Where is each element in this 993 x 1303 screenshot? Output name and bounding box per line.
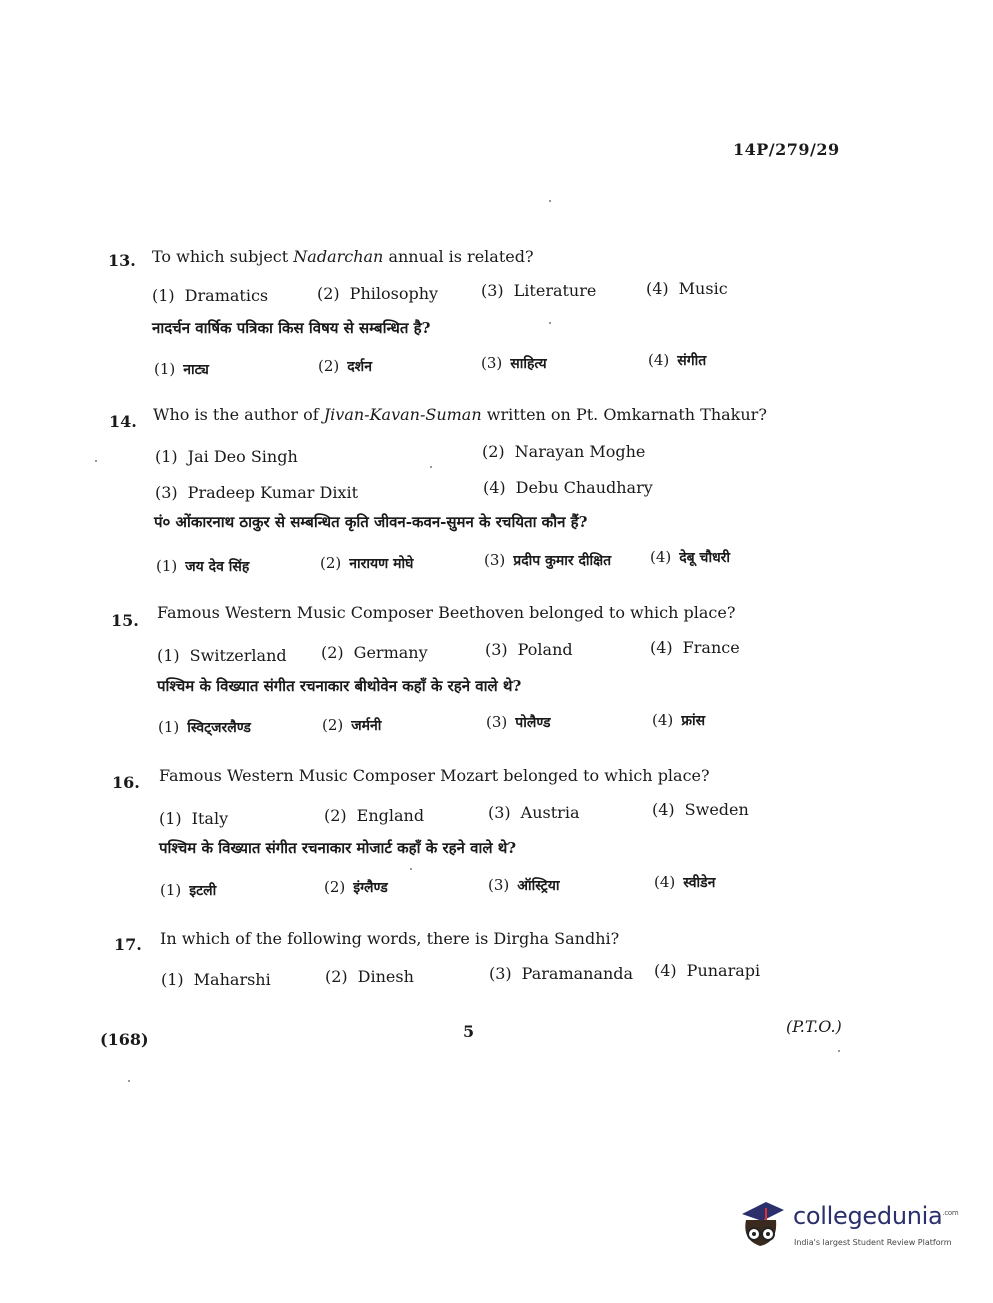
hindi-option-1: (1) स्विट्‌जरलैण्ड [158,718,251,736]
scan-speck [410,868,412,870]
mascot-icon [736,1196,788,1254]
scan-speck [95,460,97,462]
question-number: 17. [114,935,142,954]
brand-name: collegedunia$^{.com}$ [793,1202,959,1230]
question-text: Famous Western Music Composer Mozart belonged to which place? [159,766,710,785]
paper-code: 14P/279/29 [733,140,840,159]
hindi-question-text: पं० ओंकारनाथ ठाकुर से सम्बन्धित कृति जीवन-कवन-सुमन के रचयिता कौन हैं? [154,513,588,531]
question-number: 14. [109,412,137,431]
hindi-question-text: नादर्चन वार्षिक पत्रिका किस विषय से सम्बन्धित है? [152,319,431,337]
option-1: (1) Jai Deo Singh [155,447,298,466]
option-3: (3) Poland [485,640,573,659]
option-2: (2) Philosophy [317,284,439,303]
option-2: (2) Narayan Moghe [482,442,646,461]
option-1: (1) Maharshi [161,970,271,989]
option-2: (2) Dinesh [325,967,414,986]
scan-speck [838,1050,840,1052]
pto-label: (P.T.O.) [786,1017,842,1036]
hindi-option-4: (4) फ्रांस [652,711,706,729]
hindi-option-4: (4) स्वीडेन [654,873,716,891]
scan-speck [549,322,551,324]
question-number: 13. [108,251,136,270]
question-text: In which of the following words, there is Dirgha Sandhi? [160,929,620,948]
question-number: 16. [112,773,140,792]
question-number: 15. [111,611,139,630]
hindi-option-3: (3) साहित्य [481,354,547,372]
hindi-option-4: (4) संगीत [648,351,707,369]
hindi-option-4: (4) देबू चौधरी [650,548,731,566]
booklet-code: (168) [100,1030,149,1049]
hindi-question-text: पश्चिम के विख्यात संगीत रचनाकार मोजार्ट कहाँ के रहने वाले थे? [159,839,517,857]
option-3: (3) Literature [481,281,597,300]
option-3: (3) Austria [488,803,580,822]
hindi-option-2: (2) इंग्लैण्ड [324,878,388,896]
option-1: (1) Switzerland [157,646,287,665]
option-4: (4) Sweden [652,800,749,819]
collegedunia-logo [736,1196,961,1256]
option-2: (2) England [324,806,425,825]
option-4: (4) Punarapi [654,961,761,980]
option-4: (4) Debu Chaudhary [483,478,653,497]
option-2: (2) Germany [321,643,428,662]
hindi-option-3: (3) पोलैण्ड [486,713,551,731]
page-number: 5 [463,1022,475,1041]
hindi-question-text: पश्चिम के विख्यात संगीत रचनाकार बीथोवेन कहाँ के रहने वाले थे? [157,677,522,695]
question-text: Famous Western Music Composer Beethoven belonged to which place? [157,603,736,622]
option-4: (4) France [650,638,740,657]
scan-speck [430,466,432,468]
hindi-option-1: (1) इटली [160,881,217,899]
scan-speck [549,200,551,202]
hindi-option-2: (2) जर्मनी [322,716,382,734]
hindi-option-1: (1) जय देव सिंह [156,557,250,575]
hindi-option-1: (1) नाट्य [154,360,209,378]
option-1: (1) Italy [159,809,229,828]
option-1: (1) Dramatics [152,286,269,305]
hindi-option-3: (3) प्रदीप कुमार दीक्षित [484,551,612,569]
question-text: To which subject Nadarchan annual is related? [152,247,534,266]
scan-speck [128,1080,130,1082]
option-3: (3) Pradeep Kumar Dixit [155,483,358,502]
brand-tagline: India's largest Student Review Platform [794,1238,952,1247]
question-text: Who is the author of Jivan-Kavan-Suman written on Pt. Omkarnath Thakur? [153,405,767,424]
hindi-option-2: (2) नारायण मोघे [320,554,414,572]
hindi-option-3: (3) ऑस्ट्रिया [488,876,560,894]
option-3: (3) Paramananda [489,964,634,983]
hindi-option-2: (2) दर्शन [318,357,372,375]
option-4: (4) Music [646,279,728,298]
